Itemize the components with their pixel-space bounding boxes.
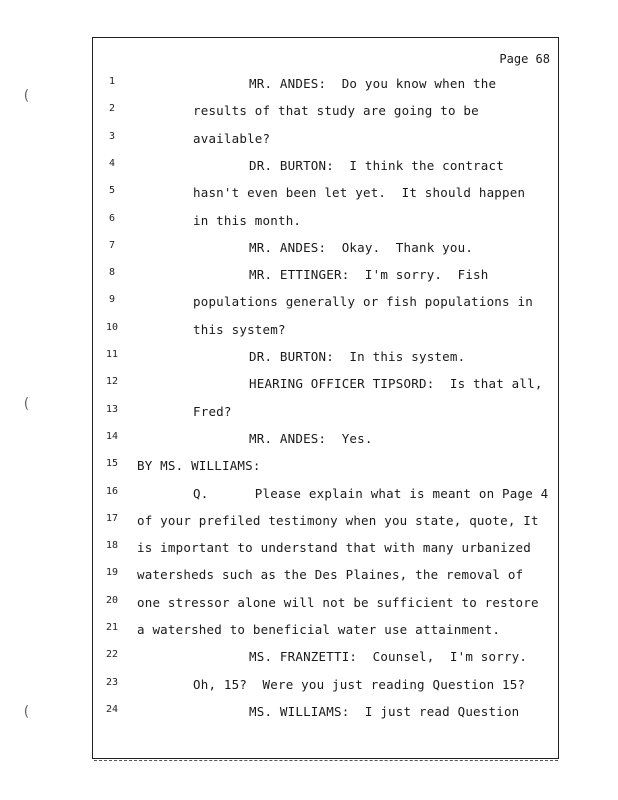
transcript-line [93,267,558,287]
line-text: MR. ETTINGER: I'm sorry. Fish [249,267,489,283]
line-number: 20 [105,594,119,606]
line-text: DR. BURTON: In this system. [249,349,466,364]
transcript-line [93,240,558,260]
transcript-line [93,704,558,724]
line-number: 13 [105,403,119,415]
transcript-line [93,486,558,506]
line-number: 5 [108,185,116,197]
line-text: hasn't even been let yet. It should happen [193,185,526,201]
transcript-line [93,595,558,615]
line-text: populations generally or fish populations in [193,294,533,310]
line-text: MR. ANDES: Do you know when the [249,76,497,91]
transcript-line [93,622,558,642]
transcript-line [93,185,558,205]
line-text: Q. Please explain what is meant on Page 4 [193,485,549,501]
transcript-line [93,103,558,123]
transcript-line [93,76,558,96]
line-number: 12 [105,376,119,388]
line-text: MS. FRANZETTI: Counsel, I'm sorry. [249,649,528,665]
transcript-line [93,158,558,178]
transcript-line [93,540,558,560]
line-number: 17 [105,512,119,524]
line-text: of your prefiled testimony when you state, quote, It [137,512,539,528]
page-number: Page 68 [499,52,550,66]
transcript-line [93,649,558,669]
line-number: 1 [108,76,116,87]
line-text: MS. WILLIAMS: I just read Question [249,703,520,719]
transcript-line [93,376,558,396]
transcript-line [93,131,558,151]
transcript-line [93,567,558,587]
transcript-line [93,677,558,697]
line-text: a watershed to beneficial water use attainment. [137,622,501,637]
line-text: watersheds such as the Des Plaines, the removal of [137,567,524,583]
line-text: DR. BURTON: I think the contract [249,157,504,173]
line-text: in this month. [193,212,302,228]
transcript-line [93,294,558,314]
line-text: MR. ANDES: Okay. Thank you. [249,239,474,255]
margin-mark: ( [22,396,31,412]
transcript-line [93,431,558,451]
transcript-line [93,458,558,478]
transcript-line [93,322,558,342]
line-number: 9 [108,294,116,306]
line-number: 24 [105,703,119,715]
line-number: 21 [105,622,119,633]
line-text: MR. ANDES: Yes. [249,430,373,446]
line-number: 23 [105,676,119,688]
transcript-line [93,404,558,424]
line-text: Oh, 15? Were you just reading Question 15? [193,676,526,692]
transcript-line [93,349,558,369]
line-number: 18 [105,540,119,552]
line-text: available? [193,130,271,146]
line-text: BY MS. WILLIAMS: [137,458,261,474]
line-number: 11 [105,349,119,360]
line-text: HEARING OFFICER TIPSORD: Is that all, [249,376,543,392]
line-number: 7 [108,239,116,251]
line-number: 8 [108,267,116,279]
margin-mark: ( [22,704,31,720]
line-number: 19 [105,567,119,579]
line-number: 4 [108,157,116,169]
line-number: 10 [105,321,119,333]
line-text: one stressor alone will not be sufficient to restore [137,594,539,610]
line-text: results of that study are going to be [193,103,479,119]
line-number: 3 [108,130,116,142]
line-number: 22 [105,649,119,661]
margin-mark: ( [22,88,31,104]
page-bottom-edge [94,760,558,763]
line-text: this system? [193,321,286,337]
line-number: 16 [105,485,119,497]
transcript-page [92,37,559,759]
line-number: 6 [108,212,116,224]
line-number: 14 [105,430,119,442]
line-text: Fred? [193,403,232,419]
transcript-line [93,513,558,533]
line-text: is important to understand that with many urbanized [137,540,532,556]
transcript-line [93,213,558,233]
line-number: 15 [105,458,119,470]
line-number: 2 [108,103,116,115]
